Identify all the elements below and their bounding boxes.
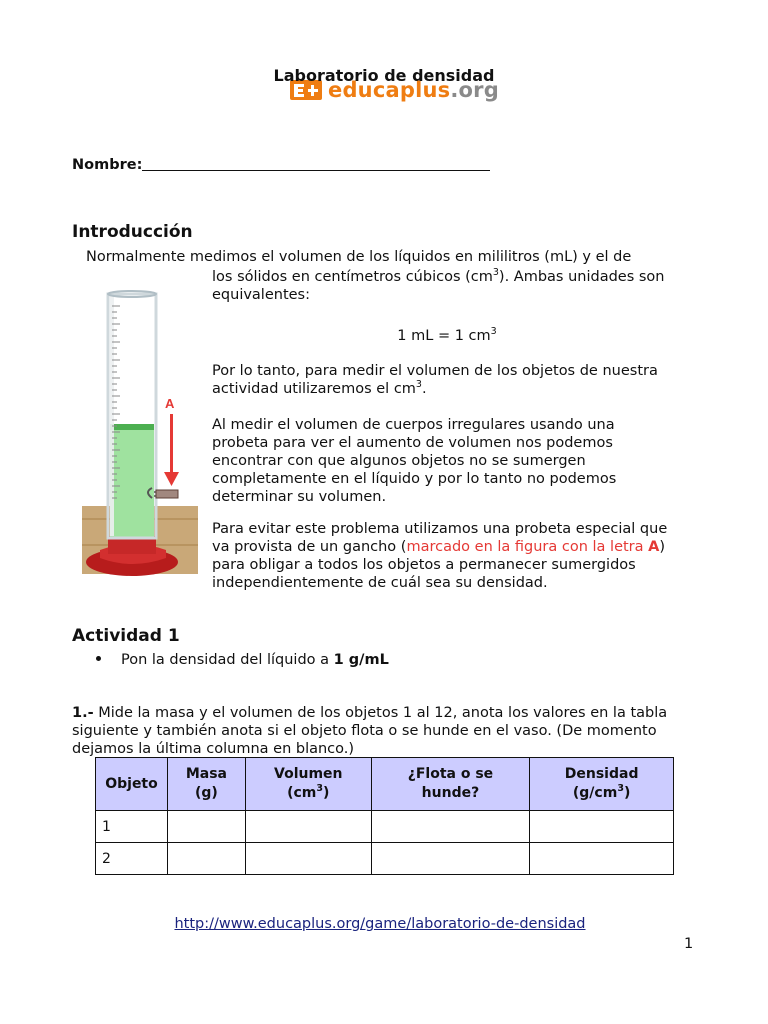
cell-objeto: 1 (96, 811, 168, 843)
table-header-row (96, 758, 674, 811)
col-flota: ¿Flota o se hunde? (371, 758, 530, 811)
intro-paragraph-line2: los sólidos en centímetros cúbicos $(cm^3)$. Ambas unidades son equivalentes: (212, 267, 665, 303)
cell-flota[interactable] (371, 811, 530, 843)
figure-letter-a: A (165, 396, 175, 411)
bullet-dot (96, 656, 101, 661)
paragraph-hook: Para evitar este problema utilizamos una probeta especial que va provista de un gancho (marcado en la figura con la letra A) para obligar a todos los objetos a permanecer sumergidos independientemente de cuál sea su densidad. (212, 521, 668, 591)
name-label: Nombre: (72, 157, 143, 173)
intro-heading: Introducción (72, 222, 193, 242)
unit-equivalence: 1 mL = 1 $cm^3$ (397, 326, 497, 344)
paragraph-units: Por lo tanto, para medir el volumen de los objetos de nuestra actividad utilizaremos el $cm^3$. (212, 363, 658, 397)
cell-volumen[interactable] (245, 811, 371, 843)
document-title: Laboratorio de densidad (273, 66, 495, 85)
name-blank-line (142, 156, 490, 171)
cell-volumen[interactable] (245, 843, 371, 875)
name-field (72, 156, 490, 173)
activity-heading: Actividad 1 (72, 626, 180, 646)
graduated-cylinder-illustration (82, 282, 198, 580)
cell-masa[interactable] (167, 843, 245, 875)
col-densidad: Densidad $(g/cm^3)$ (530, 758, 674, 811)
data-table (95, 757, 674, 875)
paragraph-irregular-bodies: Al medir el volumen de cuerpos irregulares usando una probeta para ver el aumento de volumen nos podemos encontrar con que algunos objetos no se sumergen completamente en el líquido y por lo tanto no podemos determinar su volumen. (212, 417, 617, 505)
page-number: 1 (684, 936, 694, 952)
question-1: 1.- Mide la masa y el volumen de los objetos 1 al 12, anota los valores en la tabla siguiente y también anota si el objeto flota o se hunde en el vaso. (De momento dejamos la última columna en blanco.) (72, 705, 668, 757)
intro-paragraph-line1: Normalmente medimos el volumen de los líquidos en mililitros (mL) y el de (86, 249, 632, 265)
cell-densidad[interactable] (530, 811, 674, 843)
cell-objeto: 2 (96, 843, 168, 875)
col-masa: Masa (g) (167, 758, 245, 811)
col-volumen: Volumen $(cm^3)$ (245, 758, 371, 811)
logo-text: educaplus.org (328, 78, 499, 102)
activity-bullet: Pon la densidad del líquido a 1 g/mL (96, 651, 389, 669)
col-objeto: Objeto (96, 758, 168, 811)
cell-densidad[interactable] (530, 843, 674, 875)
table-row (96, 843, 674, 875)
cell-flota[interactable] (371, 843, 530, 875)
footer-link[interactable]: http://www.educaplus.org/game/laboratorio-de-densidad (174, 916, 586, 932)
cell-masa[interactable] (167, 811, 245, 843)
table-row (96, 811, 674, 843)
